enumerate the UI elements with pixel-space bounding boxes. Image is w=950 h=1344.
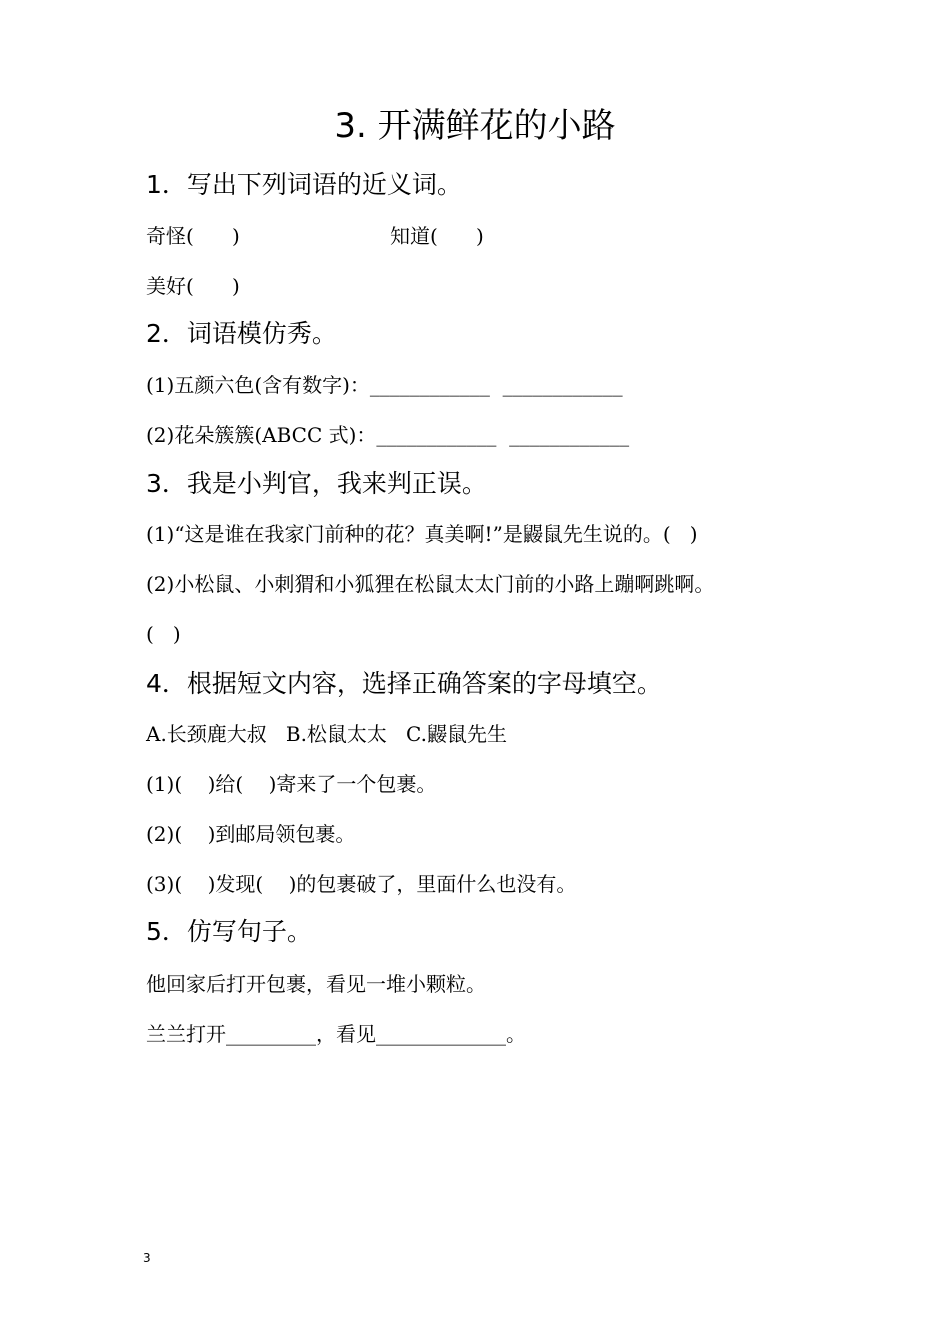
q4-item-2: (2)( )到邮局领包裹。 xyxy=(146,822,356,846)
question-5-heading: 5．仿写句子。 xyxy=(146,917,312,946)
q1-item-qiguai: 奇怪( ) xyxy=(146,224,240,248)
q1-item-zhidao: 知道( ) xyxy=(390,224,484,248)
q5-example: 他回家后打开包裹，看见一堆小颗粒。 xyxy=(146,972,486,996)
q1-item-meihao: 美好( ) xyxy=(146,274,240,298)
q3-item-2-bracket: ( ) xyxy=(146,622,181,646)
q3-item-1: (1)“这是谁在我家门前种的花？真美啊!”是鼹鼠先生说的。( ) xyxy=(146,522,698,546)
q5-prompt: 兰兰打开_________，看见_____________。 xyxy=(146,1022,526,1046)
page-title: 3. 开满鲜花的小路 xyxy=(334,106,616,146)
q4-item-1: (1)( )给( )寄来了一个包裹。 xyxy=(146,772,437,796)
q2-item-2: (2)花朵簇簇(ABCC 式)：____________ ____________ xyxy=(146,423,630,447)
q4-options: A.长颈鹿大叔 B.松鼠太太 C.鼹鼠先生 xyxy=(146,722,507,746)
q2-item-1: (1)五颜六色(含有数字)：____________ ____________ xyxy=(146,373,623,397)
question-2-heading: 2．词语模仿秀。 xyxy=(146,319,337,348)
question-3-heading: 3．我是小判官，我来判正误。 xyxy=(146,469,487,498)
page-number: 3 xyxy=(143,1251,151,1265)
q4-item-3: (3)( )发现( )的包裹破了，里面什么也没有。 xyxy=(146,872,577,896)
q3-item-2: (2)小松鼠、小刺猬和小狐狸在松鼠太太门前的小路上蹦啊跳啊。 xyxy=(146,572,715,596)
question-1-heading: 1．写出下列词语的近义词。 xyxy=(146,170,462,199)
question-4-heading: 4．根据短文内容，选择正确答案的字母填空。 xyxy=(146,669,662,698)
